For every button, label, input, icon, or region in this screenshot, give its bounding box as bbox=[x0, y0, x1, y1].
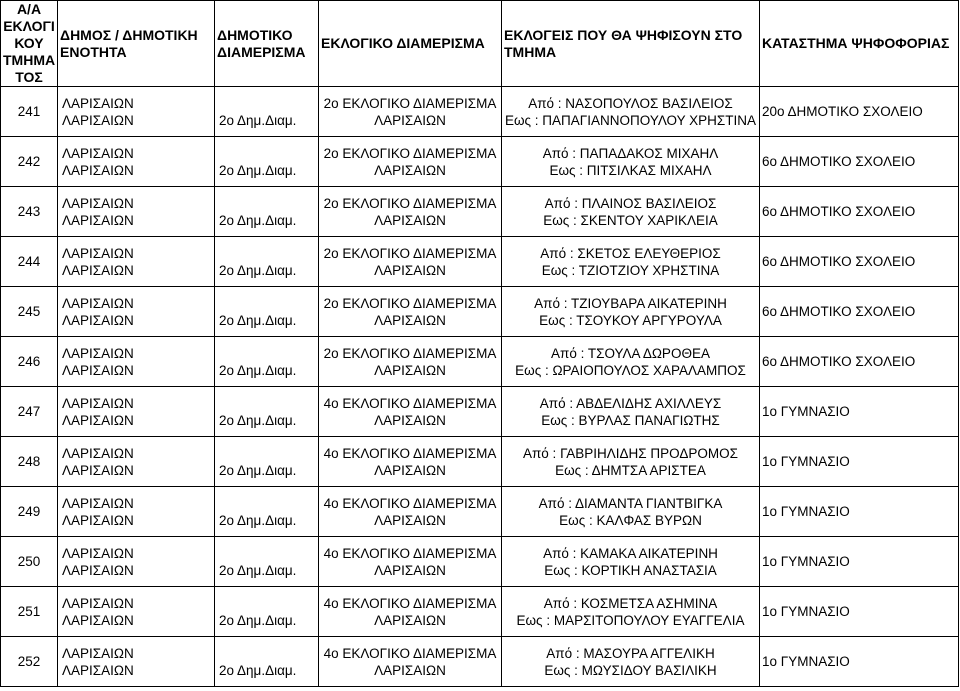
row-eklogiko-line2: ΛΑΡΙΣΑΙΩΝ bbox=[374, 112, 446, 128]
row-dimos-line1: ΛΑΡΙΣΑΙΩΝ bbox=[62, 195, 134, 211]
row-dimos-line1: ΛΑΡΙΣΑΙΩΝ bbox=[62, 545, 134, 561]
table-row bbox=[1, 337, 959, 387]
row-eklogiko-line1: 2ο ΕΚΛΟΓΙΚΟ ΔΙΑΜΕΡΙΣΜΑ bbox=[323, 195, 497, 211]
row-eklogiko-line2: ΛΑΡΙΣΑΙΩΝ bbox=[374, 212, 446, 228]
row-katastima: 6ο ΔΗΜΟΤΙΚΟ ΣΧΟΛΕΙΟ bbox=[760, 137, 959, 187]
row-aa: 250 bbox=[1, 537, 58, 587]
row-apo: Από : ΠΛΑΙΝΟΣ ΒΑΣΙΛΕΙΟΣ bbox=[544, 195, 717, 211]
row-eos: Εως : ΤΖΙΟΤΖΙΟΥ ΧΡΗΣΤΙΝΑ bbox=[541, 262, 720, 278]
row-apo: Από : ΜΑΣΟΥΡΑ ΑΓΓΕΛΙΚΗ bbox=[546, 645, 715, 661]
row-dimotiko bbox=[215, 487, 319, 537]
row-eklogiko-line2: ΛΑΡΙΣΑΙΩΝ bbox=[374, 262, 446, 278]
row-dimos-line1: ΛΑΡΙΣΑΙΩΝ bbox=[62, 595, 134, 611]
row-aa: 247 bbox=[1, 387, 58, 437]
row-dimotiko bbox=[215, 437, 319, 487]
row-ekloges bbox=[502, 287, 760, 337]
row-ekloges bbox=[502, 87, 760, 137]
row-ekloges bbox=[502, 187, 760, 237]
row-dimos-line1: ΛΑΡΙΣΑΙΩΝ bbox=[62, 445, 134, 461]
header-row bbox=[1, 1, 959, 87]
row-apo: Από : ΚΟΣΜΕΤΣΑ ΑΣΗΜΙΝΑ bbox=[543, 595, 718, 611]
row-dimos-line2: ΛΑΡΙΣΑΙΩΝ bbox=[62, 212, 134, 228]
row-dimos-line1: ΛΑΡΙΣΑΙΩΝ bbox=[62, 145, 134, 161]
row-eklogiko-line1: 2ο ΕΚΛΟΓΙΚΟ ΔΙΑΜΕΡΙΣΜΑ bbox=[323, 145, 497, 161]
row-eklogiko-line2: ΛΑΡΙΣΑΙΩΝ bbox=[374, 562, 446, 578]
row-eklogiko-line1: 2ο ΕΚΛΟΓΙΚΟ ΔΙΑΜΕΡΙΣΜΑ bbox=[323, 245, 497, 261]
row-eklogiko bbox=[319, 337, 502, 387]
row-dimos-line2: ΛΑΡΙΣΑΙΩΝ bbox=[62, 162, 134, 178]
row-dimos-line2: ΛΑΡΙΣΑΙΩΝ bbox=[62, 662, 134, 678]
row-dimos-line1: ΛΑΡΙΣΑΙΩΝ bbox=[62, 645, 134, 661]
row-dimotiko-value: 2ο Δημ.Διαμ. bbox=[219, 262, 297, 278]
row-eos: Εως : ΣΚΕΝΤΟΥ ΧΑΡΙΚΛΕΙΑ bbox=[543, 212, 718, 228]
row-dimos-line2: ΛΑΡΙΣΑΙΩΝ bbox=[62, 612, 134, 628]
row-dimotiko-value: 2ο Δημ.Διαμ. bbox=[219, 112, 297, 128]
row-eklogiko-line2: ΛΑΡΙΣΑΙΩΝ bbox=[374, 612, 446, 628]
row-ekloges bbox=[502, 437, 760, 487]
row-dimotiko bbox=[215, 137, 319, 187]
row-eklogiko bbox=[319, 487, 502, 537]
row-dimos bbox=[58, 187, 215, 237]
header-dimos: ΔΗΜΟΣ / ΔΗΜΟΤΙΚΗ ΕΝΟΤΗΤΑ bbox=[58, 1, 215, 87]
row-eklogiko bbox=[319, 287, 502, 337]
row-dimotiko bbox=[215, 87, 319, 137]
row-ekloges bbox=[502, 337, 760, 387]
row-dimotiko bbox=[215, 237, 319, 287]
row-apo: Από : ΓΑΒΡΙΗΛΙΔΗΣ ΠΡΟΔΡΟΜΟΣ bbox=[522, 445, 738, 461]
row-dimotiko-value: 2ο Δημ.Διαμ. bbox=[219, 162, 297, 178]
row-eklogiko bbox=[319, 187, 502, 237]
row-dimotiko-value: 2ο Δημ.Διαμ. bbox=[219, 212, 297, 228]
table-row bbox=[1, 537, 959, 587]
row-eklogiko bbox=[319, 237, 502, 287]
row-eos: Εως : ΚΟΡΤΙΚΗ ΑΝΑΣΤΑΣΙΑ bbox=[544, 562, 717, 578]
row-katastima: 1ο ΓΥΜΝΑΣΙΟ bbox=[760, 537, 959, 587]
row-dimotiko bbox=[215, 537, 319, 587]
row-eklogiko bbox=[319, 537, 502, 587]
row-ekloges bbox=[502, 537, 760, 587]
header-eklogiko: ΕΚΛΟΓΙΚΟ ΔΙΑΜΕΡΙΣΜΑ bbox=[319, 1, 502, 87]
row-dimotiko-value: 2ο Δημ.Διαμ. bbox=[219, 462, 297, 478]
row-eklogiko bbox=[319, 87, 502, 137]
row-dimos bbox=[58, 137, 215, 187]
header-dimotiko: ΔΗΜΟΤΙΚΟ ΔΙΑΜΕΡΙΣΜΑ bbox=[215, 1, 319, 87]
row-apo: Από : ΠΑΠΑΔΑΚΟΣ ΜΙΧΑΗΛ bbox=[542, 145, 719, 161]
row-katastima: 6ο ΔΗΜΟΤΙΚΟ ΣΧΟΛΕΙΟ bbox=[760, 237, 959, 287]
row-aa: 245 bbox=[1, 287, 58, 337]
row-katastima: 20ο ΔΗΜΟΤΙΚΟ ΣΧΟΛΕΙΟ bbox=[760, 87, 959, 137]
row-dimos bbox=[58, 87, 215, 137]
row-katastima: 6ο ΔΗΜΟΤΙΚΟ ΣΧΟΛΕΙΟ bbox=[760, 337, 959, 387]
row-dimos-line1: ΛΑΡΙΣΑΙΩΝ bbox=[62, 295, 134, 311]
row-eklogiko-line1: 4ο ΕΚΛΟΓΙΚΟ ΔΙΑΜΕΡΙΣΜΑ bbox=[323, 395, 497, 411]
row-katastima: 6ο ΔΗΜΟΤΙΚΟ ΣΧΟΛΕΙΟ bbox=[760, 187, 959, 237]
row-dimotiko-value: 2ο Δημ.Διαμ. bbox=[219, 412, 297, 428]
row-dimos-line1: ΛΑΡΙΣΑΙΩΝ bbox=[62, 345, 134, 361]
table-row bbox=[1, 237, 959, 287]
row-dimos bbox=[58, 437, 215, 487]
row-dimos bbox=[58, 387, 215, 437]
row-apo: Από : ΚΑΜΑΚΑ ΑΙΚΑΤΕΡΙΝΗ bbox=[543, 545, 718, 561]
row-apo: Από : ΤΖΙΟΥΒΑΡΑ ΑΙΚΑΤΕΡΙΝΗ bbox=[534, 295, 727, 311]
row-dimos-line2: ΛΑΡΙΣΑΙΩΝ bbox=[62, 562, 134, 578]
row-dimos-line1: ΛΑΡΙΣΑΙΩΝ bbox=[62, 95, 134, 111]
row-katastima: 1ο ΓΥΜΝΑΣΙΟ bbox=[760, 587, 959, 637]
row-dimotiko bbox=[215, 387, 319, 437]
row-eklogiko bbox=[319, 387, 502, 437]
row-dimotiko-value: 2ο Δημ.Διαμ. bbox=[219, 612, 297, 628]
row-eklogiko-line1: 4ο ΕΚΛΟΓΙΚΟ ΔΙΑΜΕΡΙΣΜΑ bbox=[323, 495, 497, 511]
table-row bbox=[1, 437, 959, 487]
row-eklogiko-line1: 4ο ΕΚΛΟΓΙΚΟ ΔΙΑΜΕΡΙΣΜΑ bbox=[323, 545, 497, 561]
row-katastima: 1ο ΓΥΜΝΑΣΙΟ bbox=[760, 387, 959, 437]
row-dimos-line2: ΛΑΡΙΣΑΙΩΝ bbox=[62, 312, 134, 328]
row-katastima: 1ο ΓΥΜΝΑΣΙΟ bbox=[760, 637, 959, 687]
row-eklogiko-line2: ΛΑΡΙΣΑΙΩΝ bbox=[374, 412, 446, 428]
row-aa: 248 bbox=[1, 437, 58, 487]
row-katastima: 1ο ΓΥΜΝΑΣΙΟ bbox=[760, 487, 959, 537]
row-aa: 244 bbox=[1, 237, 58, 287]
row-apo: Από : ΝΑΣΟΠΟΥΛΟΣ ΒΑΣΙΛΕΙΟΣ bbox=[528, 95, 733, 111]
table-row bbox=[1, 587, 959, 637]
row-dimos-line1: ΛΑΡΙΣΑΙΩΝ bbox=[62, 245, 134, 261]
row-ekloges bbox=[502, 587, 760, 637]
row-ekloges bbox=[502, 637, 760, 687]
row-aa: 241 bbox=[1, 87, 58, 137]
row-aa: 252 bbox=[1, 637, 58, 687]
row-apo: Από : ΣΚΕΤΟΣ ΕΛΕΥΘΕΡΙΟΣ bbox=[540, 245, 721, 261]
row-dimotiko bbox=[215, 187, 319, 237]
table-row bbox=[1, 637, 959, 687]
row-eos: Εως : ΒΥΡΛΑΣ ΠΑΝΑΓΙΩΤΗΣ bbox=[541, 412, 720, 428]
row-katastima: 6ο ΔΗΜΟΤΙΚΟ ΣΧΟΛΕΙΟ bbox=[760, 287, 959, 337]
row-eos: Εως : ΚΑΛΦΑΣ ΒΥΡΩΝ bbox=[559, 512, 702, 528]
row-aa: 246 bbox=[1, 337, 58, 387]
row-ekloges bbox=[502, 387, 760, 437]
row-dimotiko-value: 2ο Δημ.Διαμ. bbox=[219, 312, 297, 328]
row-eklogiko-line2: ΛΑΡΙΣΑΙΩΝ bbox=[374, 312, 446, 328]
table-row bbox=[1, 487, 959, 537]
row-dimotiko-value: 2ο Δημ.Διαμ. bbox=[219, 562, 297, 578]
row-dimos-line2: ΛΑΡΙΣΑΙΩΝ bbox=[62, 412, 134, 428]
row-apo: Από : ΤΣΟΥΛΑ ΔΩΡΟΘΕΑ bbox=[551, 345, 710, 361]
row-eos: Εως : ΜΑΡΣΙΤΟΠΟΥΛΟΥ ΕΥΑΓΓΕΛΙΑ bbox=[516, 612, 745, 628]
row-apo: Από : ΔΙΑΜΑΝΤΑ ΓΙΑΝΤΒΙΓΚΑ bbox=[538, 495, 723, 511]
row-ekloges bbox=[502, 237, 760, 287]
row-aa: 243 bbox=[1, 187, 58, 237]
row-dimos bbox=[58, 587, 215, 637]
row-eklogiko-line2: ΛΑΡΙΣΑΙΩΝ bbox=[374, 512, 446, 528]
row-eos: Εως : ΔΗΜΤΣΑ ΑΡΙΣΤΕΑ bbox=[555, 462, 706, 478]
row-ekloges bbox=[502, 137, 760, 187]
row-eklogiko-line1: 4ο ΕΚΛΟΓΙΚΟ ΔΙΑΜΕΡΙΣΜΑ bbox=[323, 595, 497, 611]
table-row bbox=[1, 87, 959, 137]
row-dimos-line2: ΛΑΡΙΣΑΙΩΝ bbox=[62, 512, 134, 528]
row-dimos bbox=[58, 637, 215, 687]
table-row bbox=[1, 287, 959, 337]
row-eklogiko-line1: 4ο ΕΚΛΟΓΙΚΟ ΔΙΑΜΕΡΙΣΜΑ bbox=[323, 445, 497, 461]
row-eklogiko-line2: ΛΑΡΙΣΑΙΩΝ bbox=[374, 462, 446, 478]
row-dimos bbox=[58, 487, 215, 537]
row-dimos bbox=[58, 537, 215, 587]
row-eos: Εως : ΤΣΟΥΚΟΥ ΑΡΓΥΡΟΥΛΑ bbox=[539, 312, 722, 328]
row-eklogiko-line1: 2ο ΕΚΛΟΓΙΚΟ ΔΙΑΜΕΡΙΣΜΑ bbox=[323, 95, 497, 111]
table-row bbox=[1, 137, 959, 187]
row-dimotiko bbox=[215, 587, 319, 637]
row-eos: Εως : ΠΑΠΑΓΙΑΝΝΟΠΟΥΛΟΥ ΧΡΗΣΤΙΝΑ bbox=[505, 112, 756, 128]
row-ekloges bbox=[502, 487, 760, 537]
row-aa: 249 bbox=[1, 487, 58, 537]
table-row bbox=[1, 187, 959, 237]
row-dimos-line1: ΛΑΡΙΣΑΙΩΝ bbox=[62, 495, 134, 511]
row-dimos-line1: ΛΑΡΙΣΑΙΩΝ bbox=[62, 395, 134, 411]
row-dimos-line2: ΛΑΡΙΣΑΙΩΝ bbox=[62, 112, 134, 128]
header-katastima: ΚΑΤΑΣΤΗΜΑ ΨΗΦΟΦΟΡΙΑΣ bbox=[760, 1, 959, 87]
row-eklogiko-line1: 2ο ΕΚΛΟΓΙΚΟ ΔΙΑΜΕΡΙΣΜΑ bbox=[323, 295, 497, 311]
row-dimotiko-value: 2ο Δημ.Διαμ. bbox=[219, 662, 297, 678]
row-katastima: 1ο ΓΥΜΝΑΣΙΟ bbox=[760, 437, 959, 487]
row-dimos bbox=[58, 287, 215, 337]
row-eklogiko bbox=[319, 137, 502, 187]
row-aa: 242 bbox=[1, 137, 58, 187]
row-eklogiko-line1: 2ο ΕΚΛΟΓΙΚΟ ΔΙΑΜΕΡΙΣΜΑ bbox=[323, 345, 497, 361]
table-body bbox=[1, 87, 959, 687]
row-eklogiko bbox=[319, 637, 502, 687]
row-eos: Εως : ΠΙΤΣΙΛΚΑΣ ΜΙΧΑΗΛ bbox=[549, 162, 712, 178]
row-aa: 251 bbox=[1, 587, 58, 637]
row-eklogiko-line2: ΛΑΡΙΣΑΙΩΝ bbox=[374, 162, 446, 178]
row-dimos-line2: ΛΑΡΙΣΑΙΩΝ bbox=[62, 362, 134, 378]
row-eklogiko bbox=[319, 437, 502, 487]
row-eklogiko-line2: ΛΑΡΙΣΑΙΩΝ bbox=[374, 662, 446, 678]
row-eklogiko bbox=[319, 587, 502, 637]
row-dimotiko bbox=[215, 637, 319, 687]
row-dimotiko bbox=[215, 287, 319, 337]
header-ekloges: ΕΚΛΟΓΕΙΣ ΠΟΥ ΘΑ ΨΗΦΙΣΟΥΝ ΣΤΟ ΤΜΗΜΑ bbox=[502, 1, 760, 87]
row-dimos-line2: ΛΑΡΙΣΑΙΩΝ bbox=[62, 262, 134, 278]
row-apo: Από : ΑΒΔΕΛΙΔΗΣ ΑΧΙΛΛΕΥΣ bbox=[539, 395, 722, 411]
row-dimotiko-value: 2ο Δημ.Διαμ. bbox=[219, 512, 297, 528]
row-eos: Εως : ΩΡΑΙΟΠΟΥΛΟΣ ΧΑΡΑΛΑΜΠΟΣ bbox=[515, 362, 746, 378]
header-aa: Α/Α ΕΚΛΟΓΙ ΚΟΥ ΤΜΗΜΑ ΤΟΣ bbox=[1, 1, 58, 87]
row-dimotiko bbox=[215, 337, 319, 387]
row-dimos-line2: ΛΑΡΙΣΑΙΩΝ bbox=[62, 462, 134, 478]
row-eklogiko-line1: 4ο ΕΚΛΟΓΙΚΟ ΔΙΑΜΕΡΙΣΜΑ bbox=[323, 645, 497, 661]
row-eos: Εως : ΜΩΥΣΙΔΟΥ ΒΑΣΙΛΙΚΗ bbox=[544, 662, 717, 678]
table-row bbox=[1, 387, 959, 437]
row-dimos bbox=[58, 237, 215, 287]
row-dimotiko-value: 2ο Δημ.Διαμ. bbox=[219, 362, 297, 378]
row-dimos bbox=[58, 337, 215, 387]
row-eklogiko-line2: ΛΑΡΙΣΑΙΩΝ bbox=[374, 362, 446, 378]
